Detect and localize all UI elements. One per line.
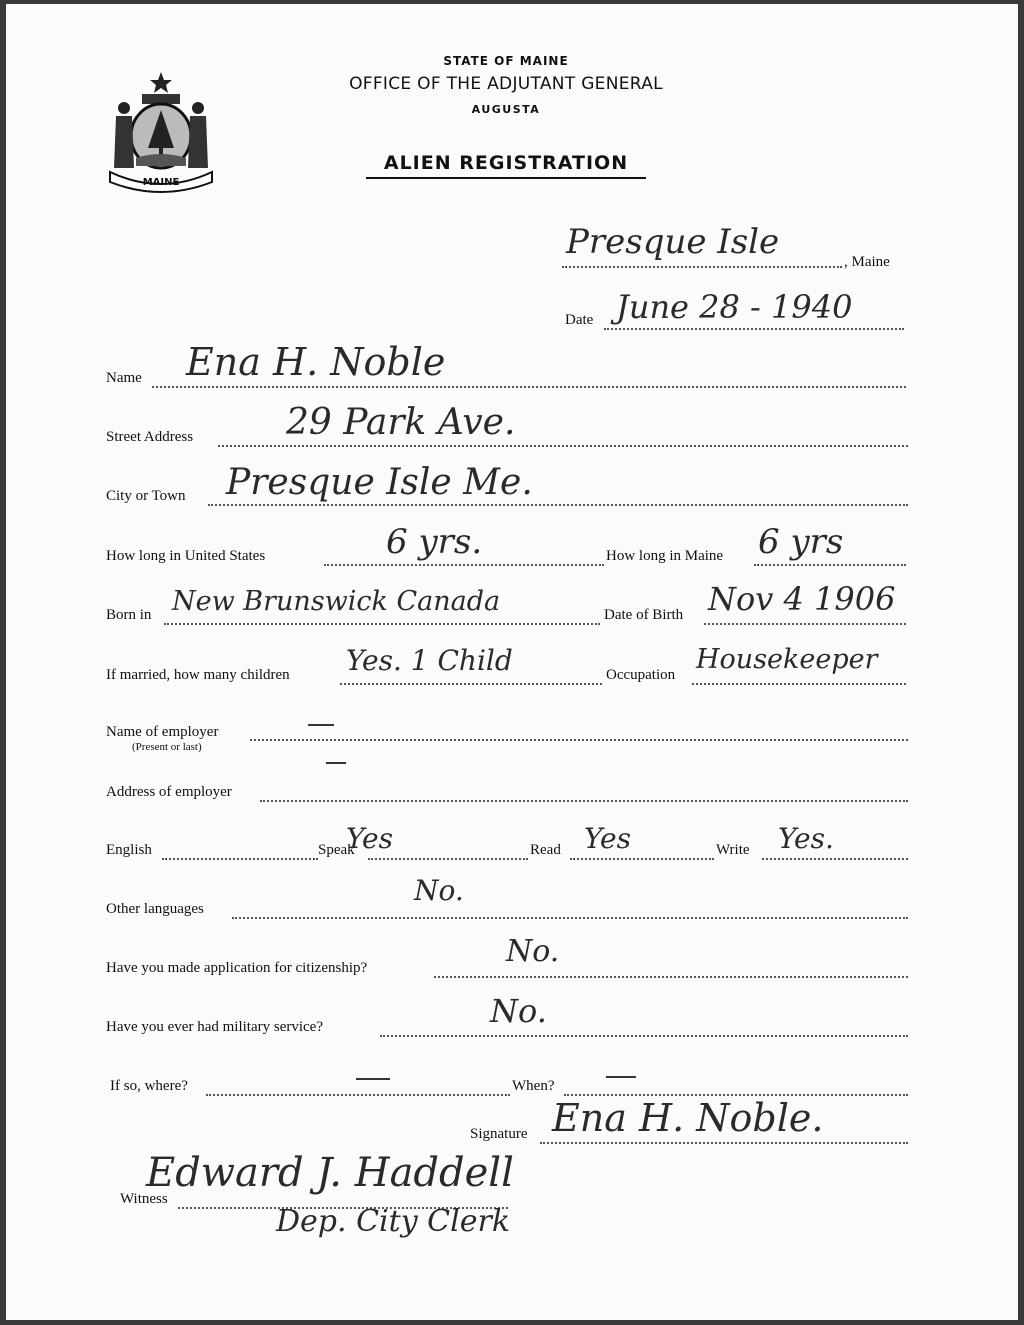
other-languages-value: No.: [414, 874, 464, 907]
english-label: English: [106, 842, 152, 858]
name-line: [152, 386, 906, 388]
us-duration-label: How long in United States: [106, 548, 266, 564]
where-label: If so, where?: [110, 1078, 188, 1094]
date-value: June 28 - 1940: [616, 288, 853, 326]
place-value: Presque Isle: [566, 222, 780, 262]
signature-line: [540, 1142, 908, 1144]
employer-dash-2: [326, 762, 346, 764]
form-title: ALIEN REGISTRATION: [366, 152, 646, 179]
employer-dash: [308, 724, 334, 726]
write-label: Write: [716, 842, 750, 858]
born-in-label: Born in: [106, 607, 152, 623]
witness-label: Witness: [120, 1191, 168, 1207]
employer-address-label: Address of employer: [106, 784, 232, 800]
place-line: [562, 266, 842, 268]
citizenship-line: [434, 976, 908, 978]
speak-value: Yes: [346, 822, 393, 855]
citizenship-label: Have you made application for citizenship?: [106, 960, 368, 976]
when-label: When?: [512, 1078, 555, 1094]
occupation-value: Housekeeper: [696, 644, 878, 675]
write-line: [762, 858, 908, 860]
date-line: [604, 328, 904, 330]
employer-label: Name of employer: [106, 724, 219, 740]
english-line: [162, 858, 318, 860]
city-value: Presque Isle Me.: [226, 462, 533, 503]
maine-duration-label: How long in Maine: [606, 548, 724, 564]
date-label: Date: [565, 312, 594, 328]
children-line: [340, 683, 602, 685]
signature-label: Signature: [470, 1126, 528, 1142]
employer-address-line: [260, 800, 908, 802]
military-value: No.: [490, 992, 547, 1030]
maine-label: , Maine: [844, 254, 890, 270]
seal-banner-text: MAINE: [142, 177, 180, 188]
maine-duration-value: 6 yrs: [758, 522, 844, 562]
read-line: [570, 858, 714, 860]
where-line: [206, 1094, 510, 1096]
children-value: Yes. 1 Child: [346, 644, 513, 677]
street-label: Street Address: [106, 429, 194, 445]
city-label: City or Town: [106, 488, 186, 504]
speak-line: [368, 858, 528, 860]
state-heading: STATE OF MAINE: [443, 54, 569, 68]
occupation-label: Occupation: [606, 667, 676, 683]
occupation-line: [692, 683, 906, 685]
speak-label: Speak: [318, 842, 355, 858]
read-value: Yes: [584, 822, 631, 855]
employer-line: [250, 739, 908, 741]
born-in-value: New Brunswick Canada: [172, 586, 501, 617]
where-dash: [356, 1078, 390, 1080]
witness-title: Dep. City Clerk: [276, 1204, 510, 1239]
when-dash: [606, 1076, 636, 1078]
other-languages-label: Other languages: [106, 901, 204, 917]
maine-duration-line: [754, 564, 906, 566]
other-languages-line: [232, 917, 908, 919]
citizenship-value: No.: [506, 934, 560, 969]
military-line: [380, 1035, 908, 1037]
office-heading: OFFICE OF THE ADJUTANT GENERAL: [349, 74, 663, 94]
birth-date-value: Nov 4 1906: [708, 580, 896, 618]
signature-value: Ena H. Noble.: [552, 1096, 824, 1140]
us-duration-line: [324, 564, 604, 566]
city-line: [208, 504, 908, 506]
employer-sublabel: (Present or last): [132, 741, 202, 753]
name-value: Ena H. Noble: [186, 340, 446, 384]
registration-form: [6, 4, 1018, 1320]
read-label: Read: [530, 842, 561, 858]
name-label: Name: [106, 370, 142, 386]
street-line: [218, 445, 908, 447]
birth-date-line: [704, 623, 906, 625]
military-label: Have you ever had military service?: [106, 1019, 323, 1035]
street-value: 29 Park Ave.: [286, 402, 516, 443]
children-label: If married, how many children: [106, 667, 290, 683]
witness-signature: Edward J. Haddell: [146, 1150, 514, 1196]
us-duration-value: 6 yrs.: [386, 522, 483, 562]
write-value: Yes.: [778, 822, 834, 855]
birth-date-label: Date of Birth: [604, 607, 684, 623]
city-heading: AUGUSTA: [471, 103, 541, 116]
born-in-line: [164, 623, 600, 625]
